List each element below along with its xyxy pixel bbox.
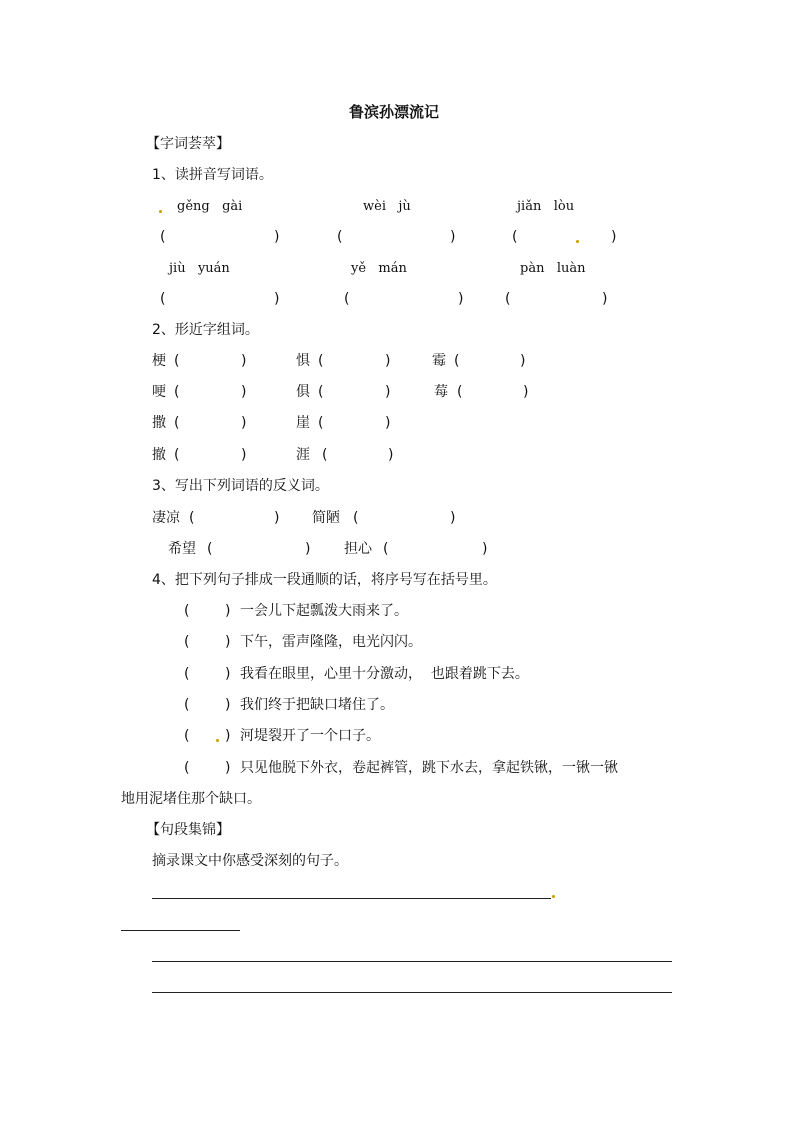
mark-dot xyxy=(576,240,579,243)
sentence-continuation: 地用泥堵住那个缺口。 xyxy=(121,791,261,807)
order-paren-close: ) xyxy=(225,603,231,619)
answer-paren-close: ) xyxy=(523,384,529,400)
answer-paren-close: ) xyxy=(388,447,394,463)
order-paren-close: ) xyxy=(225,760,231,776)
mark-dot xyxy=(552,895,555,898)
question-3-prompt: 3、写出下列词语的反义词。 xyxy=(152,478,329,494)
order-paren-open: ( xyxy=(184,697,190,713)
mark-dot xyxy=(216,739,219,742)
answer-line[interactable] xyxy=(152,961,672,962)
order-paren-close: ) xyxy=(225,728,231,744)
char-item: 霉 xyxy=(432,353,446,369)
answer-paren-open: ( xyxy=(318,353,324,369)
answer-paren-close: ) xyxy=(611,229,617,245)
char-item: 惧 xyxy=(296,353,310,369)
char-item: 梗 xyxy=(152,353,166,369)
answer-paren-close: ) xyxy=(241,447,247,463)
section-heading-vocabulary: 【字词荟萃】 xyxy=(146,136,230,152)
answer-paren-close: ) xyxy=(305,541,311,557)
page-title: 鲁滨孙漂流记 xyxy=(349,103,440,121)
answer-paren-close: ) xyxy=(274,229,280,245)
pinyin-3: jiǎn lòu xyxy=(517,199,575,214)
answer-line[interactable] xyxy=(121,930,240,931)
answer-paren-close: ) xyxy=(274,291,280,307)
order-paren-close: ) xyxy=(225,634,231,650)
sentence-item: 河堤裂开了一个口子。 xyxy=(240,728,380,744)
answer-paren-open: ( xyxy=(174,447,180,463)
order-paren-open: ( xyxy=(184,666,190,682)
answer-paren-open: ( xyxy=(322,447,328,463)
antonym-word: 凄凉 xyxy=(152,510,180,526)
question-2-prompt: 2、形近字组词。 xyxy=(152,322,259,338)
answer-paren-open: ( xyxy=(160,291,166,307)
answer-paren-open: ( xyxy=(383,541,389,557)
char-item: 俱 xyxy=(296,384,310,400)
order-paren-open: ( xyxy=(184,634,190,650)
sentence-item: 下午，雷声隆隆，电光闪闪。 xyxy=(240,634,422,650)
answer-paren-close: ) xyxy=(385,415,391,431)
order-paren-close: ) xyxy=(225,697,231,713)
antonym-word: 担心 xyxy=(344,541,372,557)
excerpt-prompt: 摘录课文中你感受深刻的句子。 xyxy=(152,853,348,869)
answer-paren-close: ) xyxy=(241,415,247,431)
question-4-prompt: 4、把下列句子排成一段通顺的话，将序号写在括号里。 xyxy=(152,572,497,588)
antonym-word: 希望 xyxy=(168,541,196,557)
char-item: 撒 xyxy=(152,415,166,431)
answer-paren-close: ) xyxy=(450,510,456,526)
order-paren-open: ( xyxy=(184,728,190,744)
answer-paren-open: ( xyxy=(505,291,511,307)
answer-paren-open: ( xyxy=(174,415,180,431)
sentence-item: 我们终于把缺口堵住了。 xyxy=(240,697,394,713)
answer-paren-open: ( xyxy=(207,541,213,557)
answer-line[interactable] xyxy=(152,992,672,993)
answer-paren-open: ( xyxy=(344,291,350,307)
answer-paren-close: ) xyxy=(241,353,247,369)
answer-paren-open: ( xyxy=(160,229,166,245)
answer-paren-open: ( xyxy=(318,384,324,400)
sentence-item: 只见他脱下外衣，卷起裤管，跳下水去，拿起铁锹，一锹一锹 xyxy=(240,760,618,776)
order-paren-open: ( xyxy=(184,603,190,619)
char-item: 撤 xyxy=(152,447,166,463)
answer-paren-open: ( xyxy=(174,353,180,369)
char-item: 哽 xyxy=(152,384,166,400)
answer-paren-open: ( xyxy=(189,510,195,526)
antonym-word: 简陋 xyxy=(312,510,340,526)
order-paren-open: ( xyxy=(184,760,190,776)
answer-paren-open: ( xyxy=(337,229,343,245)
pinyin-5: yě mán xyxy=(351,261,407,276)
answer-paren-close: ) xyxy=(450,229,456,245)
answer-paren-open: ( xyxy=(454,353,460,369)
sentence-item: 一会儿下起瓢泼大雨来了。 xyxy=(240,603,408,619)
answer-paren-close: ) xyxy=(458,291,464,307)
char-item: 崖 xyxy=(296,415,310,431)
answer-paren-close: ) xyxy=(274,510,280,526)
answer-paren-close: ) xyxy=(482,541,488,557)
answer-paren-close: ) xyxy=(520,353,526,369)
char-item: 涯 xyxy=(296,447,310,463)
sentence-item: 我看在眼里，心里十分激动， 也跟着跳下去。 xyxy=(240,666,529,682)
answer-paren-close: ) xyxy=(385,384,391,400)
mark-dot xyxy=(159,210,162,213)
section-heading-sentences: 【句段集锦】 xyxy=(146,822,230,838)
answer-paren-close: ) xyxy=(241,384,247,400)
pinyin-1: gěng gài xyxy=(177,199,243,214)
answer-paren-open: ( xyxy=(174,384,180,400)
answer-paren-open: ( xyxy=(457,384,463,400)
order-paren-close: ) xyxy=(225,666,231,682)
answer-paren-open: ( xyxy=(353,510,359,526)
question-1-prompt: 1、读拼音写词语。 xyxy=(152,167,273,183)
char-item: 莓 xyxy=(434,384,448,400)
answer-paren-close: ) xyxy=(385,353,391,369)
answer-paren-open: ( xyxy=(512,229,518,245)
pinyin-4: jiù yuán xyxy=(169,261,230,276)
pinyin-2: wèi jù xyxy=(363,199,411,214)
answer-paren-close: ) xyxy=(602,291,608,307)
pinyin-6: pàn luàn xyxy=(520,261,586,276)
answer-paren-open: ( xyxy=(318,415,324,431)
answer-line[interactable] xyxy=(152,898,551,899)
